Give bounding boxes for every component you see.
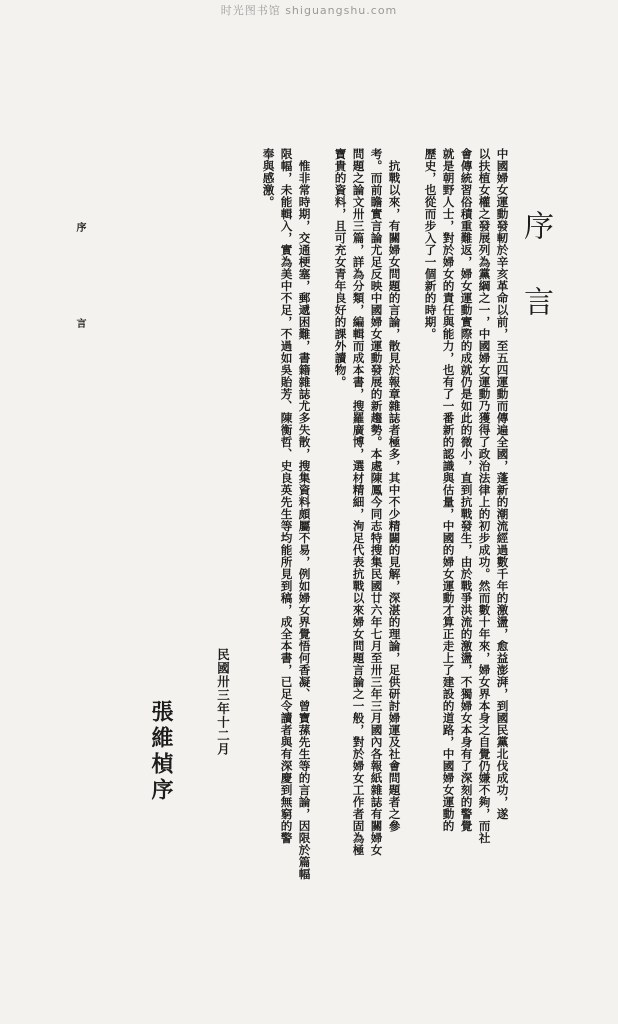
margin-mark: 言 — [74, 318, 85, 328]
date-line: 民國卅三年十二月 — [215, 648, 231, 756]
margin-mark: 序 — [74, 222, 85, 232]
paragraph-line: 歷史，也從而步入了一個新的時期。 — [423, 148, 438, 340]
paragraph-line: 奉與感激。 — [261, 148, 276, 208]
page-title: 序言 — [518, 210, 553, 362]
paragraph-line: 會傳統習俗積重難返，婦女運動實際的成就仍是如此的微小，直到抗戰發生，由於戰爭洪流的激盪，不獨婦女本身有了深刻的警覺 — [459, 148, 474, 832]
paragraph-line: 寶貴的資料，且可充女青年良好的課外讀物。 — [333, 148, 348, 388]
signature: 張維楨序 — [148, 700, 174, 804]
paragraph-line: 抗戰以來，有關婦女問題的言論，散見於報章雜誌者極多，其中不少精闢的見解，深湛的理論，足供研討婦運及社會問題者之參 — [387, 160, 402, 832]
paragraph-line: 考。而前瞻實言論尤足反映中國婦女運動發展的新趨勢。本處陳鳳今同志特搜集民國廿六年七月至卅三年三月國內各報紙雜誌有關婦女 — [369, 148, 384, 856]
paragraph-line: 問題之論文卅三篇，詳為分類，編輯而成本書，搜羅廣博，選材精細，洵足代表抗戰以來婦女問題言論之一般，對於婦女工作者固為極 — [351, 148, 366, 856]
paragraph-line: 惟非常時期，交通梗塞，郵遞困難，書籍雜誌尤多失散，搜集資料頗屬不易，例如婦女界覺悟何香凝、曾寶蓀先生等的言論，因限於篇幅 — [297, 160, 312, 880]
paragraph-line: 中國婦女運動發軔於辛亥革命以前，至五四運動而傳遍全國，蓬新的潮流經過數千年的激盪，愈益澎湃，到國民黨北伐成功，遂 — [495, 148, 510, 820]
paragraph-line: 限幅，未能輯入，實為美中不足，不過如吳貽芳、陳衡哲、史良英先生等均能所見到稿，成全本書，已足令讀者與有深慶到無窮的警 — [279, 148, 294, 844]
paragraph-line: 就是朝野人士，對於婦女的責任與能力，也有了一番新的認識與估量，中國的婦女運動才算正走上了建設的道路，中國婦女運動的 — [441, 148, 456, 832]
paragraph-line: 以扶植女權之發展列為黨綱之一，中國婦女運動乃獲得了政治法律上的初步成功。然而數十年來，婦女界本身之自覺仍嫌不夠，而社 — [477, 148, 492, 844]
watermark: 时光图书馆 shiguangshu.com — [220, 4, 398, 17]
